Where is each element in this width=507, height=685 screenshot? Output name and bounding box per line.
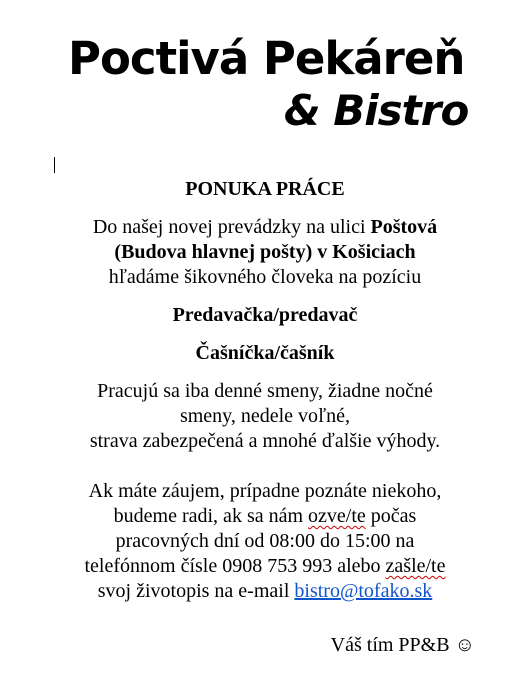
contact-text: počas <box>365 505 417 527</box>
contact-line-4 <box>30 554 500 579</box>
logo-subname: & Bistro <box>284 86 469 135</box>
spacer <box>30 328 500 341</box>
signature: Váš tím PP&B ☺ <box>330 634 475 656</box>
email-link[interactable]: bistro@tofako.sk <box>294 580 433 602</box>
contact-line-1: Ak máte záujem, prípadne poznáte niekoho, <box>88 480 442 502</box>
position-2: Čašníčka/čašník <box>195 342 335 364</box>
contact-text: svoj životopis na e-mail <box>97 580 295 602</box>
spacer <box>30 290 500 303</box>
contact-line-2 <box>30 504 500 529</box>
contact-text: telefónnom čísle 0908 753 993 alebo <box>84 555 386 577</box>
spacer <box>30 366 500 379</box>
conditions-line-1: Pracujú sa iba denné smeny, žiadne nočné <box>97 380 433 402</box>
intro-text: Do našej novej prevádzky na ulici <box>92 216 371 238</box>
page-title: PONUKA PRÁCE <box>185 178 345 200</box>
contact-line-5 <box>30 579 500 604</box>
street-name: Poštová <box>370 216 438 238</box>
intro-line-3: hľadáme šikovného človeka na pozíciu <box>108 266 422 288</box>
spacer <box>30 454 500 479</box>
intro-line-2: (Budova hlavnej pošty) v Košiciach <box>114 241 416 263</box>
spellcheck-word: zašle/te <box>385 555 446 577</box>
spellcheck-word: ozve/te <box>308 505 366 527</box>
spacer <box>30 202 500 215</box>
text-cursor <box>54 157 55 173</box>
contact-text: budeme radi, ak sa nám <box>113 505 309 527</box>
contact-line-3: pracovných dní od 08:00 do 15:00 na <box>115 530 415 552</box>
logo-name: Poctivá Pekáreň <box>68 32 465 85</box>
company-logo <box>0 0 507 150</box>
conditions-line-2: smeny, nedele voľné, <box>179 405 351 427</box>
intro-line-1 <box>30 215 500 240</box>
job-offer-body <box>30 177 500 604</box>
conditions-line-3: strava zabezpečená a mnohé ďalšie výhody. <box>89 430 441 452</box>
position-1: Predavačka/predavač <box>172 304 358 326</box>
